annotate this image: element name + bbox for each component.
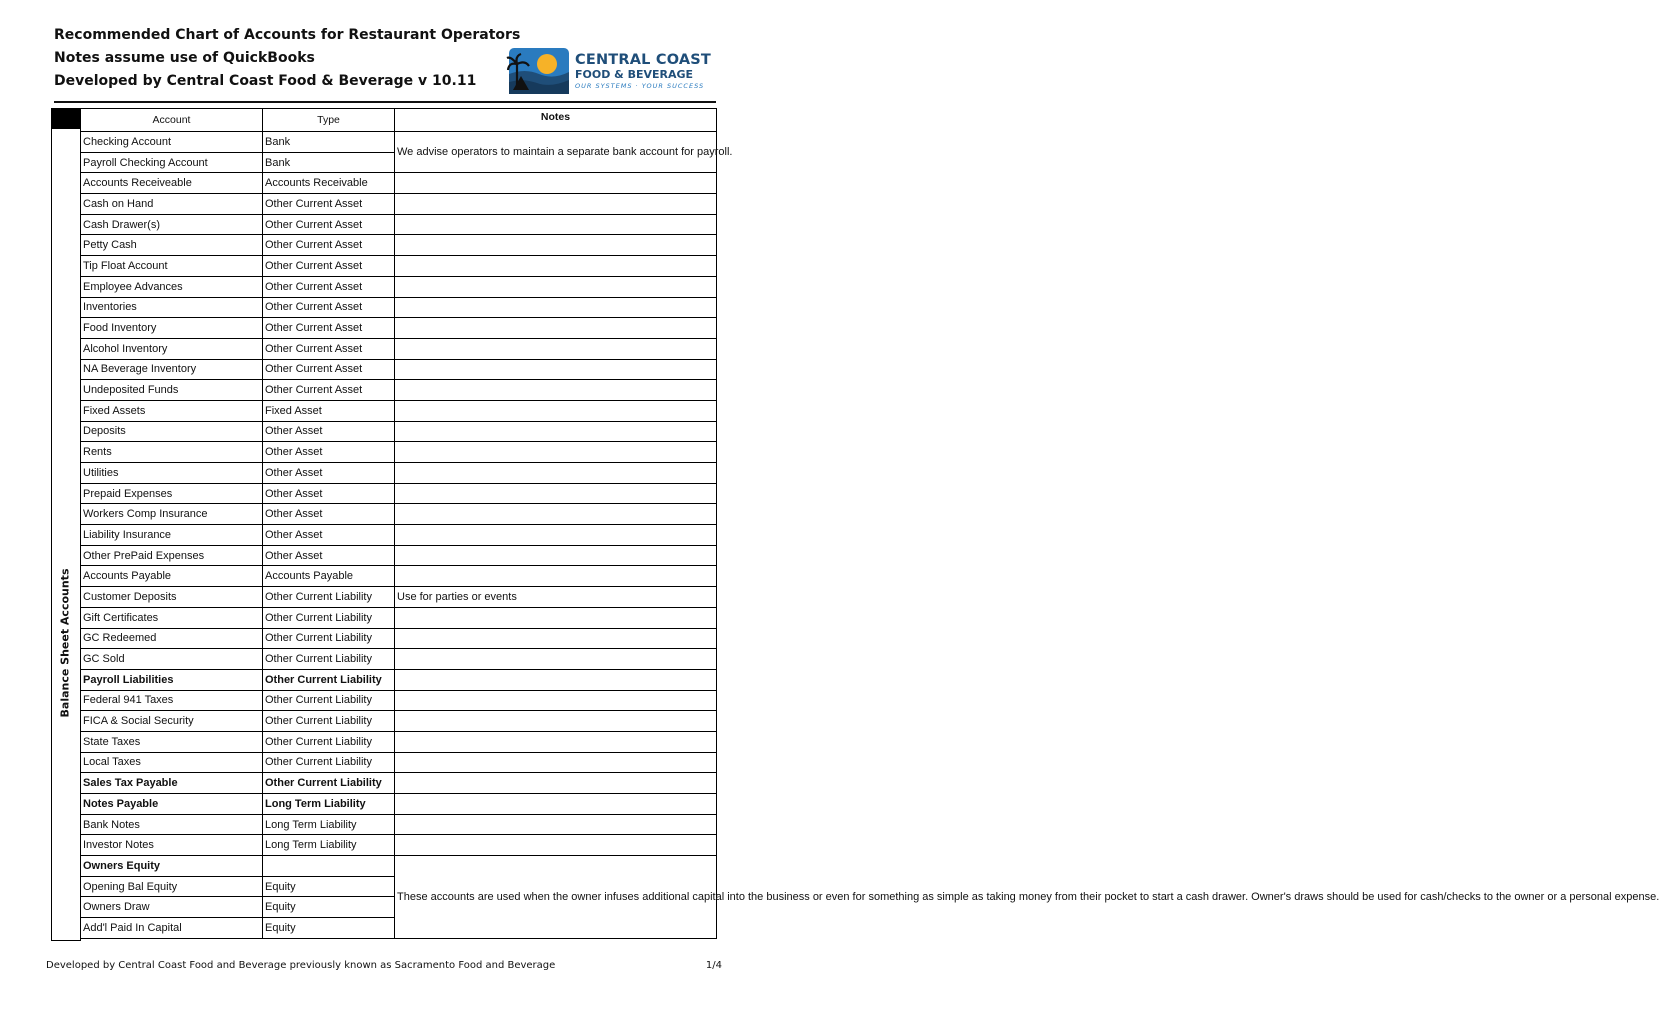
notes-cell <box>395 669 717 690</box>
table-row <box>81 297 717 318</box>
type-cell: Other Current Liability <box>263 587 395 608</box>
type-cell: Fixed Asset <box>263 400 395 421</box>
notes-cell <box>395 731 717 752</box>
notes-cell <box>395 421 717 442</box>
notes-cell <box>395 318 717 339</box>
account-cell: Cash on Hand <box>81 194 263 215</box>
type-cell: Equity <box>263 897 395 918</box>
account-cell: FICA & Social Security <box>81 711 263 732</box>
logo-line-1: CENTRAL COAST <box>575 52 711 68</box>
type-cell: Long Term Liability <box>263 835 395 856</box>
notes-cell <box>395 711 717 732</box>
table-row <box>81 359 717 380</box>
type-cell: Other Current Liability <box>263 607 395 628</box>
notes-cell <box>395 276 717 297</box>
notes-cell <box>395 835 717 856</box>
table-row <box>81 338 717 359</box>
header-divider <box>54 101 716 103</box>
table-row <box>81 711 717 732</box>
account-cell: Bank Notes <box>81 814 263 835</box>
table-row <box>81 421 717 442</box>
table-row <box>81 669 717 690</box>
account-cell: Federal 941 Taxes <box>81 690 263 711</box>
table-row <box>81 607 717 628</box>
table-row <box>81 132 717 153</box>
account-cell: Workers Comp Insurance <box>81 504 263 525</box>
account-cell: Rents <box>81 442 263 463</box>
account-cell: Owners Draw <box>81 897 263 918</box>
notes-cell: These accounts are used when the owner infuses additional capital into the business or even for something as simple as taking money from their pocket to start a cash drawer. Owner's draws should be used for cash/checks to the owner or a personal expense. <box>395 856 717 939</box>
chart-of-accounts-table <box>80 108 1659 939</box>
type-cell: Other Current Asset <box>263 235 395 256</box>
type-cell: Other Current Liability <box>263 690 395 711</box>
type-cell: Other Current Asset <box>263 214 395 235</box>
coast-logo-icon <box>507 44 571 98</box>
type-cell: Other Asset <box>263 525 395 546</box>
account-cell: Notes Payable <box>81 794 263 815</box>
type-cell: Other Current Liability <box>263 752 395 773</box>
chart-of-accounts-table-wrap <box>51 108 1659 941</box>
title-line-3: Developed by Central Coast Food & Beverage v 10.11 <box>54 73 477 89</box>
table-row <box>81 276 717 297</box>
table-row <box>81 566 717 587</box>
title-line-1: Recommended Chart of Accounts for Restaurant Operators <box>54 27 521 43</box>
type-cell: Other Current Liability <box>263 628 395 649</box>
notes-cell <box>395 173 717 194</box>
type-cell: Other Current Asset <box>263 194 395 215</box>
notes-cell <box>395 442 717 463</box>
table-row <box>81 794 717 815</box>
notes-cell <box>395 400 717 421</box>
account-cell: State Taxes <box>81 731 263 752</box>
account-cell: Gift Certificates <box>81 607 263 628</box>
section-label-column <box>51 108 80 941</box>
table-row <box>81 856 717 877</box>
account-cell: Local Taxes <box>81 752 263 773</box>
table-row <box>81 773 717 794</box>
account-cell: NA Beverage Inventory <box>81 359 263 380</box>
company-logo <box>507 44 712 98</box>
table-row <box>81 318 717 339</box>
table-row <box>81 731 717 752</box>
type-cell: Other Current Asset <box>263 338 395 359</box>
section-body-cell <box>51 129 81 941</box>
notes-cell <box>395 380 717 401</box>
table-row <box>81 814 717 835</box>
table-row <box>81 173 717 194</box>
type-column-header: Type <box>263 109 395 132</box>
type-cell: Other Current Asset <box>263 318 395 339</box>
table-row <box>81 463 717 484</box>
notes-cell <box>395 235 717 256</box>
type-cell: Accounts Receivable <box>263 173 395 194</box>
account-cell: Investor Notes <box>81 835 263 856</box>
notes-cell <box>395 773 717 794</box>
type-cell: Other Current Asset <box>263 297 395 318</box>
account-cell: Fixed Assets <box>81 400 263 421</box>
account-cell: Utilities <box>81 463 263 484</box>
table-row <box>81 545 717 566</box>
type-cell: Other Current Asset <box>263 359 395 380</box>
account-cell: Inventories <box>81 297 263 318</box>
account-cell: Owners Equity <box>81 856 263 877</box>
account-cell: Deposits <box>81 421 263 442</box>
table-row <box>81 628 717 649</box>
account-cell: Payroll Checking Account <box>81 152 263 173</box>
notes-column-header: Notes <box>395 109 717 132</box>
type-cell: Other Asset <box>263 463 395 484</box>
type-cell: Other Current Liability <box>263 773 395 794</box>
type-cell: Equity <box>263 918 395 939</box>
account-cell: Tip Float Account <box>81 256 263 277</box>
notes-cell <box>395 297 717 318</box>
table-row <box>81 400 717 421</box>
table-row <box>81 690 717 711</box>
account-cell: GC Redeemed <box>81 628 263 649</box>
type-cell: Other Current Asset <box>263 380 395 401</box>
type-cell <box>263 856 395 877</box>
account-cell: Payroll Liabilities <box>81 669 263 690</box>
type-cell: Other Current Liability <box>263 731 395 752</box>
logo-tagline: OUR SYSTEMS · YOUR SUCCESS <box>575 82 705 90</box>
account-cell: Accounts Payable <box>81 566 263 587</box>
type-cell: Other Asset <box>263 545 395 566</box>
type-cell: Other Asset <box>263 504 395 525</box>
account-cell: Liability Insurance <box>81 525 263 546</box>
account-cell: GC Sold <box>81 649 263 670</box>
section-label: Balance Sheet Accounts <box>58 568 72 718</box>
type-cell: Other Current Asset <box>263 276 395 297</box>
type-cell: Bank <box>263 152 395 173</box>
type-cell: Other Asset <box>263 421 395 442</box>
table-header-row <box>81 109 717 132</box>
notes-cell <box>395 794 717 815</box>
notes-cell: We advise operators to maintain a separate bank account for payroll. <box>395 132 717 173</box>
notes-cell: Use for parties or events <box>395 587 717 608</box>
notes-cell <box>395 814 717 835</box>
account-cell: Petty Cash <box>81 235 263 256</box>
notes-cell <box>395 194 717 215</box>
section-header-cell <box>51 108 80 129</box>
notes-cell <box>395 545 717 566</box>
type-cell: Other Current Liability <box>263 669 395 690</box>
notes-cell <box>395 566 717 587</box>
account-cell: Add'l Paid In Capital <box>81 918 263 939</box>
type-cell: Long Term Liability <box>263 794 395 815</box>
table-row <box>81 504 717 525</box>
page-number: 1/4 <box>705 960 722 971</box>
type-cell: Other Asset <box>263 442 395 463</box>
notes-cell <box>395 752 717 773</box>
account-cell: Other PrePaid Expenses <box>81 545 263 566</box>
account-cell: Food Inventory <box>81 318 263 339</box>
table-row <box>81 483 717 504</box>
table-row <box>81 380 717 401</box>
page-footer <box>46 960 722 976</box>
notes-cell <box>395 463 717 484</box>
type-cell: Equity <box>263 876 395 897</box>
notes-cell <box>395 607 717 628</box>
table-row <box>81 235 717 256</box>
type-cell: Long Term Liability <box>263 814 395 835</box>
type-cell: Other Current Asset <box>263 256 395 277</box>
type-cell: Bank <box>263 132 395 153</box>
account-cell: Prepaid Expenses <box>81 483 263 504</box>
table-row <box>81 835 717 856</box>
account-cell: Employee Advances <box>81 276 263 297</box>
notes-cell <box>395 338 717 359</box>
logo-wordmark <box>575 53 711 91</box>
type-cell: Other Current Liability <box>263 649 395 670</box>
notes-cell <box>395 525 717 546</box>
account-cell: Undeposited Funds <box>81 380 263 401</box>
account-cell: Sales Tax Payable <box>81 773 263 794</box>
table-row <box>81 214 717 235</box>
type-cell: Other Current Liability <box>263 711 395 732</box>
notes-cell <box>395 214 717 235</box>
notes-cell <box>395 690 717 711</box>
notes-cell <box>395 628 717 649</box>
title-line-2: Notes assume use of QuickBooks <box>54 50 315 66</box>
table-body <box>81 132 1659 939</box>
table-row <box>81 442 717 463</box>
notes-cell <box>395 649 717 670</box>
notes-cell <box>395 256 717 277</box>
notes-cell <box>395 504 717 525</box>
notes-cell <box>395 359 717 380</box>
notes-cell <box>395 483 717 504</box>
table-row <box>81 525 717 546</box>
type-cell: Accounts Payable <box>263 566 395 587</box>
account-column-header: Account <box>81 109 263 132</box>
account-cell: Customer Deposits <box>81 587 263 608</box>
account-cell: Alcohol Inventory <box>81 338 263 359</box>
account-cell: Accounts Receiveable <box>81 173 263 194</box>
logo-line-2: FOOD & BEVERAGE <box>575 68 694 81</box>
table-row <box>81 256 717 277</box>
type-cell: Other Asset <box>263 483 395 504</box>
account-cell: Cash Drawer(s) <box>81 214 263 235</box>
account-cell: Opening Bal Equity <box>81 876 263 897</box>
table-row <box>81 194 717 215</box>
footer-credit: Developed by Central Coast Food and Beverage previously known as Sacramento Food and Beverage <box>46 960 556 971</box>
table-row <box>81 649 717 670</box>
table-row <box>81 587 717 608</box>
table-row <box>81 752 717 773</box>
account-cell: Checking Account <box>81 132 263 153</box>
